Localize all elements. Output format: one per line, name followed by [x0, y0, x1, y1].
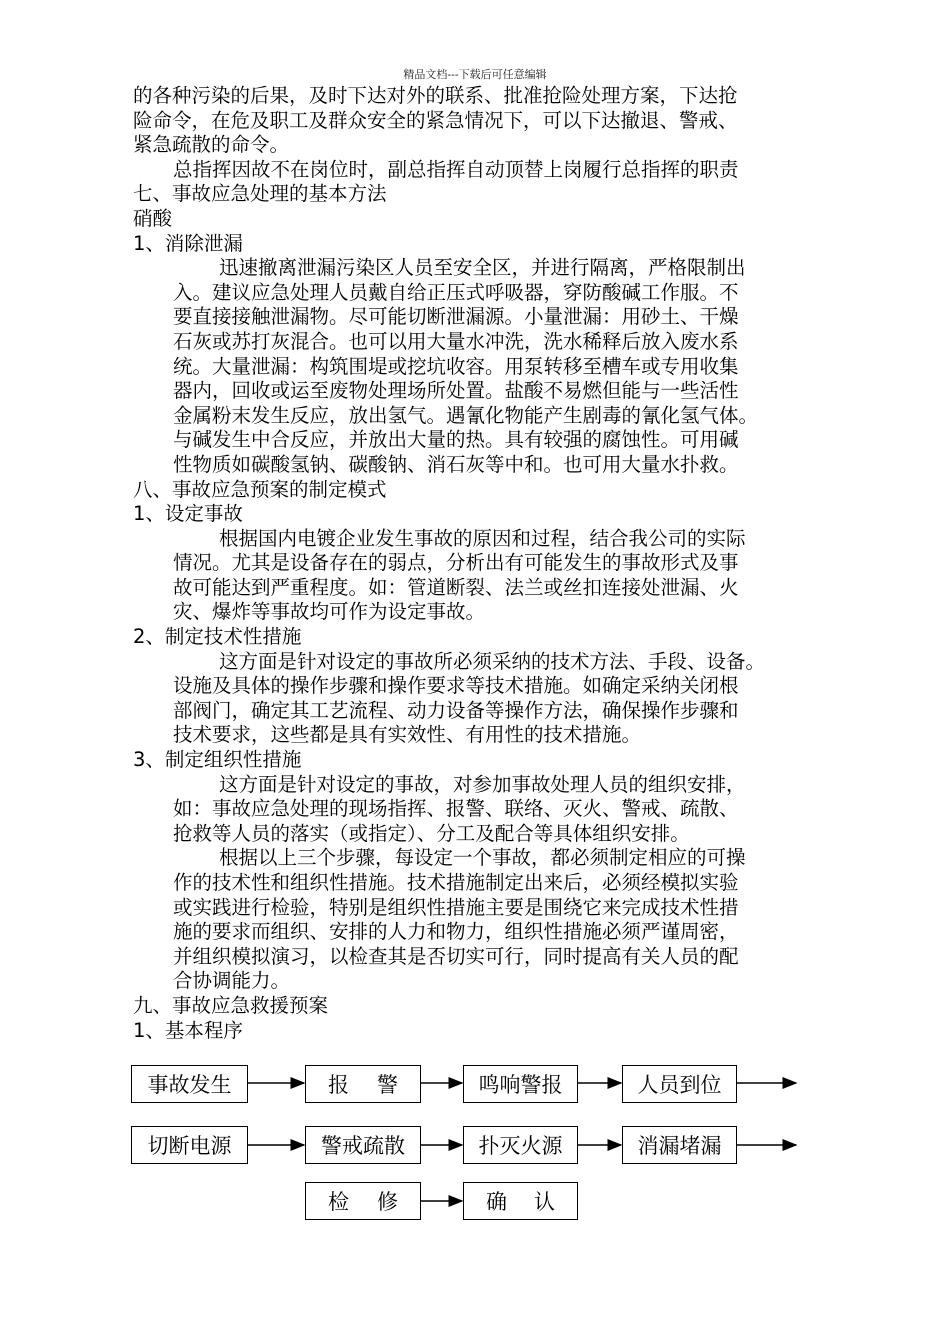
step-stop-leak: 消漏堵漏 [622, 1126, 737, 1164]
step-personnel-arrive: 人员到位 [622, 1065, 737, 1103]
text-line: 入。建议应急处理人员戴自给正压式呼吸器，穿防酸碱工作服。不 [173, 280, 739, 304]
text-line: 的各种污染的后果，及时下达对外的联系、批准抢险处理方案，下达抢 [133, 84, 738, 107]
step-repair: 检 修 [305, 1182, 421, 1220]
substance-label: 硝酸 [133, 206, 173, 230]
text-line: 或实践进行检验，特别是组织性措施主要是围绕它来完成技术性措 [173, 895, 739, 919]
text-line: 迅速撤离泄漏污染区人员至安全区，并进行隔离，严格限制出 [219, 256, 746, 280]
section-heading-8: 八、事故应急预案的制定模式 [133, 477, 387, 501]
text-line: 性物质如碳酸氢钠、碳酸钠、消石灰等中和。也可用大量水扑救。 [173, 452, 739, 476]
text-line: 作的技术性和组织性措施。技术措施制定出来后，必须经模拟实验 [173, 871, 739, 894]
text-line: 石灰或苏打灰混合。也可以用大量水冲洗，洗水稀释后放入废水系 [173, 329, 739, 353]
section-heading-7: 七、事故应急处理的基本方法 [133, 182, 387, 206]
subheading-1: 1、设定事故 [133, 502, 243, 526]
step-confirm: 确 认 [463, 1182, 578, 1220]
text-line: 技术要求，这些都是具有实效性、有用性的技术措施。 [173, 723, 642, 747]
step-extinguish-fire: 扑灭火源 [463, 1126, 578, 1164]
subheading-1: 1、消除泄漏 [133, 231, 243, 255]
text-line: 器内，回收或运至废物处理场所处置。盐酸不易燃但能与一些活性 [173, 379, 739, 403]
section-heading-9: 九、事故应急救援预案 [133, 993, 329, 1017]
text-line: 险命令，在危及职工及群众安全的紧急情况下，可以下达撤退、警戒、 [133, 108, 738, 132]
text-line: 根据以上三个步骤，每设定一个事故，都必须制定相应的可操 [219, 846, 746, 870]
step-sound-alarm: 鸣响警报 [463, 1065, 578, 1103]
text-line: 部阀门，确定其工艺流程、动力设备等操作方法，确保操作步骤和 [173, 698, 739, 722]
text-line: 这方面是针对设定的事故所必须采纳的技术方法、手段、设备。 [219, 649, 766, 673]
text-line: 统。大量泄漏：构筑围堤或挖坑收容。用泵转移至槽车或专用收集 [173, 354, 739, 378]
text-line: 抢救等人员的落实（或指定）、分工及配合等具体组织安排。 [173, 821, 690, 845]
text-line: 总指挥因故不在岗位时，副总指挥自动顶替上岗履行总指挥的职责 [173, 157, 739, 181]
text-line: 合协调能力。 [173, 969, 291, 993]
text-line: 要直接接触泄漏物。尽可能切断泄漏源。小量泄漏：用砂土、干燥 [173, 305, 739, 329]
text-line: 灾、爆炸等事故均可作为设定事故。 [173, 600, 486, 624]
subheading-2: 2、制定技术性措施 [133, 625, 302, 649]
text-line: 与碱发生中合反应，并放出大量的热。具有较强的腐蚀性。可用碱 [173, 428, 739, 452]
text-line: 紧急疏散的命令。 [133, 133, 290, 157]
step-report-police: 报 警 [305, 1065, 421, 1103]
text-line: 如：事故应急处理的现场指挥、报警、联络、灭火、警戒、疏散、 [173, 797, 739, 821]
subheading-1: 1、基本程序 [133, 1018, 243, 1042]
subheading-3: 3、制定组织性措施 [133, 748, 302, 772]
text-line: 设施及具体的操作步骤和操作要求等技术措施。如确定采纳关闭根 [173, 674, 739, 698]
text-line: 根据国内电镀企业发生事故的原因和过程，结合我公司的实际 [219, 526, 746, 550]
step-cordon-evacuate: 警戒疏散 [305, 1126, 421, 1164]
text-line: 金属粉末发生反应，放出氢气。遇氰化物能产生剧毒的氰化氢气体。 [173, 403, 759, 427]
step-accident-occurs: 事故发生 [131, 1065, 248, 1103]
text-line: 故可能达到严重程度。如：管道断裂、法兰或丝扣连接处泄漏、火 [173, 575, 739, 599]
text-line: 施的要求而组织、安排的人力和物力，组织性措施必须严谨周密， [173, 920, 739, 944]
text-line: 情况。尤其是设备存在的弱点，分析出有可能发生的事故形式及事 [173, 551, 739, 575]
text-line: 这方面是针对设定的事故，对参加事故处理人员的组织安排， [219, 772, 746, 796]
step-cut-power: 切断电源 [131, 1126, 248, 1164]
page-header: 精品文档---下载后可任意编辑 [403, 68, 547, 81]
text-line: 并组织模拟演习，以检查其是否切实可行，同时提高有关人员的配 [173, 944, 739, 968]
